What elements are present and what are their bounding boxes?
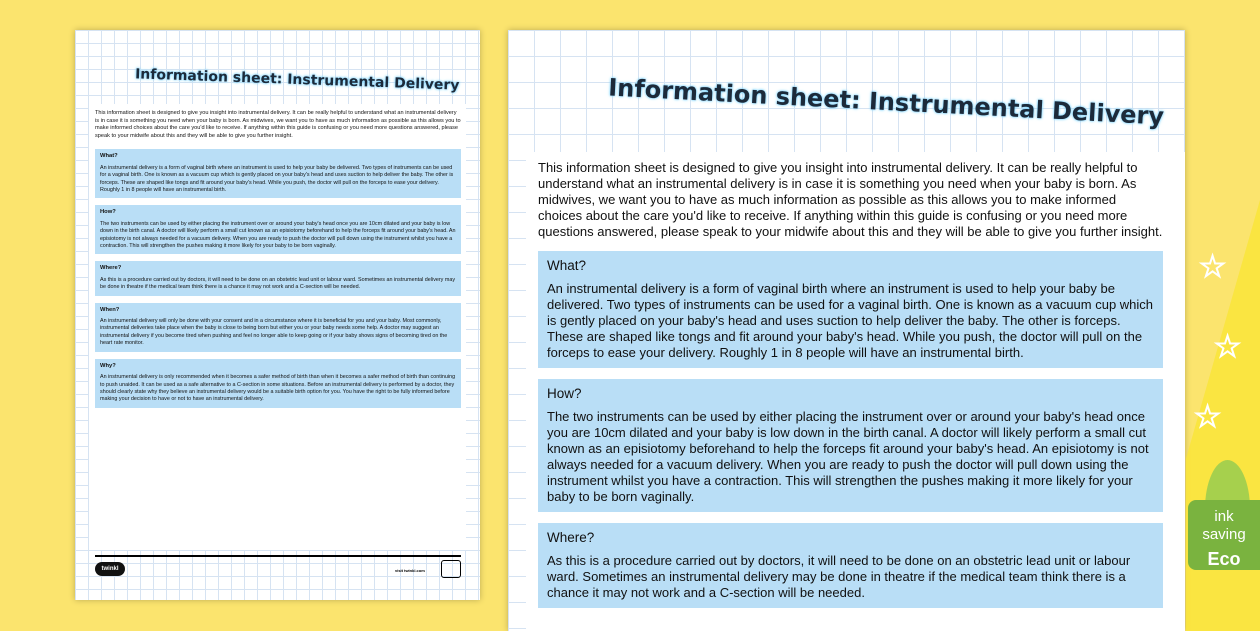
badge-label: ink saving — [1202, 508, 1246, 543]
content-column — [538, 160, 1163, 608]
section-where — [95, 261, 461, 295]
section-why — [95, 359, 461, 408]
section-what — [538, 251, 1163, 368]
document-title: Information sheet: Instrumental Delivery — [134, 66, 460, 94]
footer-divider — [95, 555, 461, 557]
large-document-preview — [508, 30, 1185, 631]
section-heading: How? — [547, 386, 582, 401]
section-how — [95, 205, 461, 254]
star-icon: ★ — [1195, 401, 1221, 432]
section-heading: Why? — [100, 362, 116, 369]
star-icon: ★ — [1215, 331, 1241, 362]
badge-eco: Eco — [1207, 549, 1241, 569]
section-body: An instrumental delivery is a form of vaginal birth where an instrument is used to help your baby be delivered. Two types of instruments can be used for a vaginal birth. One is known as a vacuum cup which is gently placed on your baby's head and uses suction to help deliver the baby. The other is forceps. These are shaped like tongs and fit around your baby's head. While you push, the doctor will pull on the forceps to ease your delivery. Roughly 1 in 8 people will have an instrumental birth. — [100, 164, 454, 193]
stamp-icon — [441, 560, 461, 578]
content-column — [95, 110, 461, 408]
section-when — [95, 303, 461, 352]
ink-saving-badge — [1188, 500, 1260, 570]
section-body: As this is a procedure carried out by doctors, it will need to be done on an obstetric lead unit or labour ward. Sometimes an instrumental delivery may be done in theatre if the medical team think there is a chance it may not work and a C-section will be needed. — [100, 276, 456, 291]
section-heading: Where? — [547, 530, 595, 545]
section-heading: When? — [100, 306, 120, 313]
section-heading: How? — [100, 209, 116, 216]
document-title: Information sheet: Instrumental Delivery — [607, 73, 1165, 131]
section-where — [538, 523, 1163, 608]
section-body: An instrumental delivery is only recommended when it becomes a safer method of birth than when it becomes a safer method of birth than continuing to push unaided. It can be used as a safe alternative to a C-section in some situations. Before an instrumental delivery is performed by a doctor, they should clearly state why they believe an instrumental delivery would be a suitable birth option for you. You have the right to be fully informed before making your decision to have or not to have an instrumental delivery. — [100, 374, 456, 403]
section-body: An instrumental delivery will only be done with your consent and in a circumstance where it is beneficial for you and your baby. Most commonly, instrumental deliveries take place when the baby is close to being born but either you or your baby needs some help. A doctor may suggest an instrumental delivery if you become tired when pushing and feel no longer able to keep going or if your baby shows signs of becoming tired on the heart rate monitor. — [100, 318, 448, 347]
section-body: An instrumental delivery is a form of vaginal birth where an instrument is used to help your baby be delivered. Two types of instruments can be used for a vaginal birth. One is known as a vacuum cup which is gently placed on your baby's head and uses suction to help deliver the baby. The other is forceps. These are shaped like tongs and fit around your baby's head. While you push, the doctor will pull on the forceps to ease your delivery. Roughly 1 in 8 people will have an instrumental birth. — [547, 281, 1154, 360]
intro-text: This information sheet is designed to give you insight into instrumental delivery. It can be really helpful to understand what an instrumental delivery is in case it is something you need when your baby is born. As midwives, we want you to have as much information as possible as this allows you to make informed choices about the care you'd like to receive. If anything within this guide is confusing or you need more questions answered, please speak to your midwife about this and they will be able to give you further insight. — [95, 110, 461, 139]
footer-site: visit twinkl.com — [395, 568, 425, 573]
section-how — [538, 379, 1163, 512]
twinkl-logo: twinkl — [95, 562, 125, 576]
section-what — [95, 149, 461, 198]
section-heading: What? — [547, 258, 587, 273]
section-heading: Where? — [100, 265, 122, 272]
section-heading: What? — [100, 153, 118, 160]
section-body: The two instruments can be used by either placing the instrument over or around your baby's head once you are 10cm dilated and your baby is low down in the birth canal. A doctor will likely perform a small cut known as an episiotomy beforehand to help the forceps fit around your baby's head. An episiotomy is not always needed for a vacuum delivery. When you are ready to push the doctor will pull down using the instrument whilst you have a contraction. This will strengthen the pushes making it more likely for your baby to be born vaginally. — [100, 220, 456, 250]
section-body: The two instruments can be used by either placing the instrument over or around your baby's head once you are 10cm dilated and your baby is low down in the birth canal. A doctor will likely perform a small cut known as an episiotomy beforehand to help the forceps fit around your baby's head. An episiotomy is not always needed for a vacuum delivery. When you are ready to push the doctor will pull down using the instrument whilst you have a contraction. This will strengthen the pushes making it more likely for your baby to be born vaginally. — [547, 409, 1149, 504]
star-icon: ★ — [1200, 251, 1226, 282]
section-body: As this is a procedure carried out by doctors, it will need to be done on an obstetric lead unit or labour ward. Sometimes an instrumental delivery may be done in theatre if the medical team think there is a chance it may not work and a C-section will be needed. — [547, 553, 1131, 600]
intro-text: This information sheet is designed to give you insight into instrumental delivery. It can be really helpful to understand what an instrumental delivery is in case it is something you need when your baby is born. As midwives, we want you to have as much information as possible as this allows you to make informed choices about the care you'd like to receive. If anything within this guide is confusing or you need more questions answered, please speak to your midwife about this and they will be able to give you further insight. — [538, 160, 1163, 239]
small-document-preview — [75, 30, 480, 600]
